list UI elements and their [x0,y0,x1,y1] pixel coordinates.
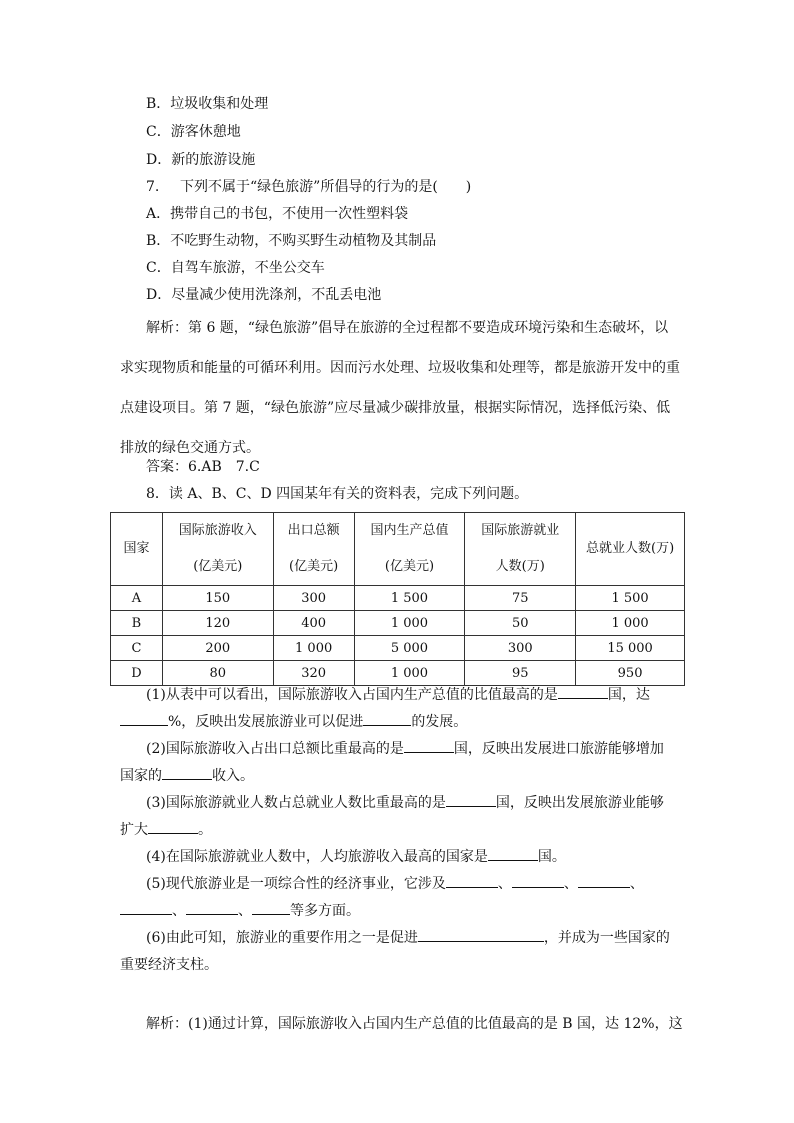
answer-blank[interactable] [446,873,498,888]
table-row: D 80 320 1 000 95 950 [111,661,685,686]
question-8-stem: 8．读 A、B、C、D 四国某年有关的资料表，完成下列问题。 [146,486,529,502]
analysis-line: 点建设项目。第 7 题，“绿色旅游”应尽量减少碳排放量，根据实际情况，选择低污染、低 [120,400,671,416]
question-7-number: 7. [146,179,160,195]
analysis-q8: 解析：(1)通过计算，国际旅游收入占国内生产总值的比值最高的是 B 国，达 12%，这 [146,1016,683,1032]
part-5-cont: 、 、 等多方面。 [120,898,680,925]
header-export-total: 出口总额 (亿美元) [273,513,354,586]
header-country: 国家 [111,513,163,586]
part-6: (6)由此可知，旅游业的重要作用之一是促进 ，并成为一些国家的 [120,925,680,952]
answer-blank[interactable] [120,711,168,726]
answer-blank[interactable] [488,846,538,861]
question-7-stem: 下列不属于“绿色旅游”所倡导的行为的是( ) [180,179,472,195]
answer-blank[interactable] [252,900,290,915]
question-7 [146,177,471,197]
analysis-line: 排放的绿色交通方式。 [120,440,260,456]
answer-blank[interactable] [363,711,411,726]
analysis-line: 解析：第 6 题，“绿色旅游”倡导在旅游的全过程都不要造成环境污染和生态破坏，以 [146,320,669,336]
question-8-parts [120,682,680,979]
option-q7-b: B．不吃野生动物，不购买野生动植物及其制品 [146,233,437,249]
header-tourism-income: 国际旅游收入 (亿美元) [162,513,273,586]
analysis-q6-q7 [120,308,680,468]
part-1: (1)从表中可以看出，国际旅游收入占国内生产总值的比值最高的是 国，达 [120,682,680,709]
option-q7-d: D．尽量减少使用洗涤剂，不乱丢电池 [146,287,382,303]
answer-blank[interactable] [446,792,496,807]
option-q7-a: A．携带自己的书包，不使用一次性塑料袋 [146,206,409,222]
part-4: (4)在国际旅游就业人数中，人均旅游收入最高的国家是 国。 [120,844,680,871]
part-2-cont: 国家的 收入。 [120,763,680,790]
part-2: (2)国际旅游收入占出口总额比重最高的是 国，反映出发展进口旅游能够增加 [120,736,680,763]
answer-blank[interactable] [162,765,212,780]
part-6-cont: 重要经济支柱。 [120,957,218,973]
part-3: (3)国际旅游就业人数占总就业人数比重最高的是 国，反映出发展旅游业能够 [120,790,680,817]
table-row: A 150 300 1 500 75 1 500 [111,586,685,611]
option-q6-d: D．新的旅游设施 [146,152,256,168]
option-q7-c: C．自驾车旅游，不坐公交车 [146,260,325,276]
data-table [110,512,685,686]
part-3-cont: 扩大 。 [120,817,680,844]
table-row: C 200 1 000 5 000 300 15 000 [111,636,685,661]
answer-blank[interactable] [418,927,544,942]
part-1-cont: %，反映出发展旅游业可以促进 的发展。 [120,709,680,736]
answer-blank[interactable] [578,873,630,888]
answer-blank[interactable] [558,684,608,699]
answer-blank[interactable] [512,873,564,888]
answer-line: 答案：6.AB 7.C [146,459,260,475]
option-q6-c: C．游客休憩地 [146,124,241,140]
header-tourism-employment: 国际旅游就业 人数(万) [465,513,576,586]
part-5: (5)现代旅游业是一项综合性的经济事业，它涉及 、 、 、 [120,871,680,898]
header-gdp: 国内生产总值 (亿美元) [354,513,465,586]
table-header-row [111,513,685,586]
answer-blank[interactable] [404,738,454,753]
answer-blank[interactable] [148,819,198,834]
option-q6-b: B．垃圾收集和处理 [146,96,269,112]
answer-blank[interactable] [186,900,238,915]
analysis-line: 求实现物质和能量的可循环利用。因而污水处理、垃圾收集和处理等，都是旅游开发中的重 [120,360,680,376]
header-total-employment: 总就业人数(万) [576,513,685,586]
table-row: B 120 400 1 000 50 1 000 [111,611,685,636]
answer-blank[interactable] [120,900,172,915]
